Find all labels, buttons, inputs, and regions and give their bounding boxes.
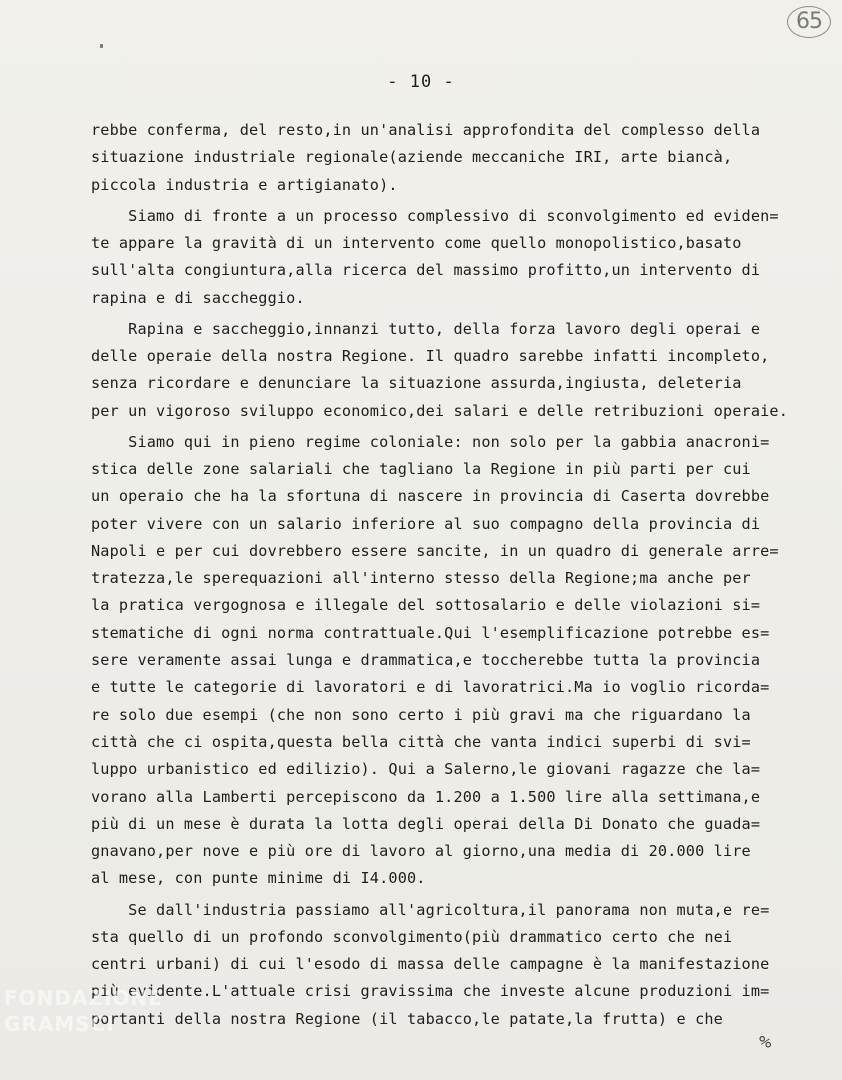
- text-line: Napoli e per cui dovrebbero essere sancite, in un quadro di generale arre=: [91, 541, 779, 560]
- text-line: sta quello di un profondo sconvolgimento(più drammatico certo che nei: [91, 927, 733, 946]
- text-line: Se dall'industria passiamo all'agricoltura,il panorama non muta,e re=: [91, 900, 770, 919]
- text-line: portanti della nostra Regione (il tabacco,le patate,la frutta) e che: [91, 1009, 723, 1028]
- text-line: più di un mese è durata la lotta degli operai della Di Donato che guada=: [91, 814, 761, 833]
- text-line: tratezza,le sperequazioni all'interno stesso della Regione;ma anche per: [91, 569, 751, 588]
- text-line: gnavano,per nove e più ore di lavoro al giorno,una media di 20.000 lire: [91, 842, 751, 861]
- watermark-line: FONDAZIONE: [4, 986, 163, 1010]
- folio-number: 65: [787, 6, 831, 38]
- handwritten-mark: %: [757, 1031, 773, 1054]
- text-line: Siamo qui in pieno regime coloniale: non solo per la gabbia anacroni=: [91, 432, 770, 451]
- ink-speck: [100, 44, 103, 48]
- page-number: - 10 -: [387, 72, 455, 92]
- text-line: rapina e di saccheggio.: [91, 288, 305, 307]
- text-line: poter vivere con un salario inferiore al suo compagno della provincia di: [91, 514, 761, 533]
- archive-watermark: [4, 985, 163, 1037]
- text-line: delle operaie della nostra Regione. Il quadro sarebbe infatti incompleto,: [91, 346, 770, 365]
- text-line: al mese, con punte minime di I4.000.: [91, 869, 426, 888]
- text-line: situazione industriale regionale(aziende meccaniche IRI, arte biancà,: [91, 148, 733, 167]
- text-line: te appare la gravità di un intervento come quello monopolistico,basato: [91, 233, 742, 252]
- text-line: sere veramente assai lunga e drammatica,e toccherebbe tutta la provincia: [91, 651, 761, 670]
- text-line: sull'alta congiuntura,alla ricerca del massimo profitto,un intervento di: [91, 261, 761, 280]
- text-line: vorano alla Lamberti percepiscono da 1.200 a 1.500 lire alla settimana,e: [91, 787, 761, 806]
- text-line: luppo urbanistico ed edilizio). Qui a Salerno,le giovani ragazze che la=: [91, 760, 761, 779]
- text-line: e tutte le categorie di lavoratori e di lavoratrici.Ma io voglio ricorda=: [91, 678, 770, 697]
- text-line: la pratica vergognosa e illegale del sottosalario e delle violazioni si=: [91, 596, 761, 615]
- text-line: più evidente.L'attuale crisi gravissima che investe alcune produzioni im=: [91, 982, 770, 1001]
- text-line: piccola industria e artigianato).: [91, 175, 398, 194]
- text-line: Rapina e saccheggio,innanzi tutto, della forza lavoro degli operai e: [91, 319, 761, 338]
- text-line: re solo due esempi (che non sono certo i più gravi ma che riguardano la: [91, 705, 751, 724]
- text-line: città che ci ospita,questa bella città che vanta indici superbi di svi=: [91, 732, 751, 751]
- text-line: senza ricordare e denunciare la situazione assurda,ingiusta, deleteria: [91, 374, 742, 393]
- text-line: Siamo di fronte a un processo complessivo di sconvolgimento ed eviden=: [91, 206, 779, 225]
- text-line: rebbe conferma, del resto,in un'analisi approfondita del complesso della: [91, 121, 761, 139]
- text-line: centri urbani) di cui l'esodo di massa delle campagne è la manifestazione: [91, 955, 770, 974]
- watermark-line: GRAMSCI: [4, 1012, 115, 1036]
- typewritten-body: [91, 117, 831, 1033]
- text-line: stematiche di ogni norma contrattuale.Qui l'esemplificazione potrebbe es=: [91, 623, 770, 642]
- text-line: stica delle zone salariali che tagliano la Regione in più parti per cui: [91, 459, 751, 478]
- text-line: per un vigoroso sviluppo economico,dei salari e delle retribuzioni operaie.: [91, 401, 789, 420]
- text-line: un operaio che ha la sfortuna di nascere in provincia di Caserta dovrebbe: [91, 487, 770, 506]
